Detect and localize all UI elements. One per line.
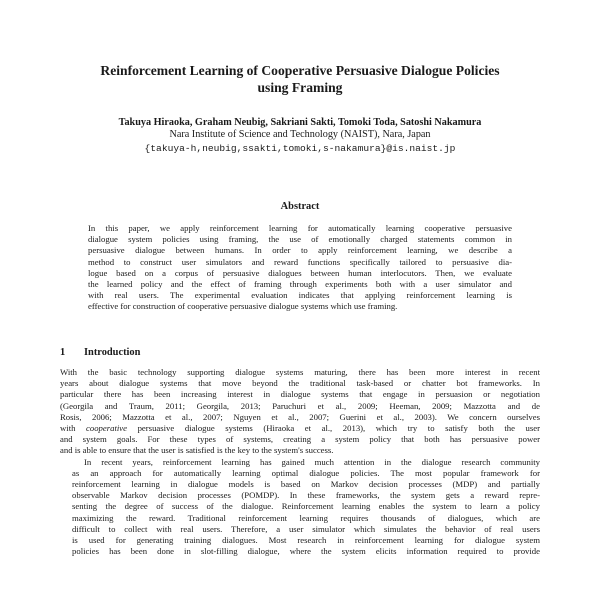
abstract-line: dialogue system policies using framing, the use of emotionally charged statements common in — [88, 234, 512, 245]
author-emails: {takuya-h,neubig,ssakti,tomoki,s-nakamura}@is.naist.jp — [144, 143, 456, 154]
body-line: In recent years, reinforcement learning has gained much attention in the dialogue research community — [84, 456, 540, 467]
abstract-line: method to construct user simulators and reward functions specifically tailored to persuasive dia- — [88, 256, 512, 267]
abstract-line: effective for construction of cooperative persuasive dialogue systems which use framing. — [88, 301, 398, 312]
abstract-line: persuasive dialogue between humans. In order to apply reinforcement learning, we describe a — [88, 245, 512, 256]
body-text: with — [60, 423, 87, 434]
section-heading-introduction — [60, 346, 140, 359]
paper-title — [60, 62, 540, 96]
body-line: maximizing the reward. Traditional reinforcement learning requires thousands of dialogues, which are — [72, 512, 540, 523]
body-line: and is able to ensure that the user is satisfied is the key to the system's success. — [60, 445, 334, 456]
body-line: and system goals. For these types of systems, creating a system policy that both has persuasive power — [60, 434, 540, 445]
body-line: difficult to collect with real users. Therefore, a user simulator which simulates the behavior of real users — [72, 523, 540, 534]
body-line: senting the degree of success of the dialogue. Reinforcement learning enables the system to learn a policy — [72, 501, 540, 512]
body-line — [60, 423, 540, 434]
body-line: years about dialogue systems that move beyond the traditional task-based or chatter bot frameworks. In — [60, 378, 540, 389]
emphasis-text: cooperative — [86, 423, 128, 434]
body-line: observable Markov decision processes (POMDP). In these frameworks, the system gets a reward repre- — [72, 490, 540, 501]
title-line-2: using Framing — [257, 80, 343, 95]
paragraph — [60, 457, 540, 558]
body-line: as an approach for automatically learning optimal dialogue policies. The most popular framework for — [72, 467, 540, 478]
abstract-line: the learned policy and the effect of framing through experiments both with a user simulator and — [88, 279, 512, 290]
abstract-body — [88, 223, 512, 313]
body-line: (Georgila and Traum, 2011; Georgila, 2013; Paruchuri et al., 2009; Heeman, 2009; Mazzotta and de — [60, 400, 540, 411]
abstract-line: In this paper, we apply reinforcement learning for automatically learning cooperative persuasive — [88, 223, 512, 233]
affiliation: Nara Institute of Science and Technology (NAIST), Nara, Japan — [169, 129, 431, 140]
body-line: policies has been done in slot-filling dialogue, where the system elicits information required to provide — [72, 546, 540, 557]
author-list: Takuya Hiraoka, Graham Neubig, Sakriani Sakti, Tomoki Toda, Satoshi Nakamura — [118, 117, 482, 128]
body-text: persuasive dialogue systems (Hiraoka et al., 2013), which try to satisfy both the user — [127, 423, 540, 434]
body-line: particular there has been increasing interest in dialogue systems that engage in persuasion or negotiation — [60, 389, 540, 400]
section-number: 1 — [60, 347, 66, 358]
title-line-1: Reinforcement Learning of Cooperative Persuasive Dialogue Policies — [100, 63, 500, 78]
body-line: reinforcement learning in dialogue models is based on Markov decision processes (MDP) and partially — [72, 479, 540, 490]
paragraph — [60, 367, 540, 457]
introduction-body — [60, 367, 540, 557]
abstract-line: logue based on a corpus of persuasive dialogues between human interlocutors. Then, we evaluate — [88, 267, 512, 278]
abstract-line: with real users. The experimental evaluation indicates that applying reinforcement learning is — [88, 290, 512, 301]
section-title: Introduction — [84, 347, 141, 358]
body-line: Rosis, 2006; Mazzotta et al., 2007; Nguyen et al., 2007; Guerini et al., 2003). We concern ourselves — [60, 411, 540, 422]
body-line: With the basic technology supporting dialogue systems maturing, there has been more interest in recent — [60, 367, 540, 377]
body-line: is used for generating training dialogues. Most research in reinforcement learning for dialogue system — [72, 535, 540, 546]
abstract-heading: Abstract — [280, 201, 320, 212]
